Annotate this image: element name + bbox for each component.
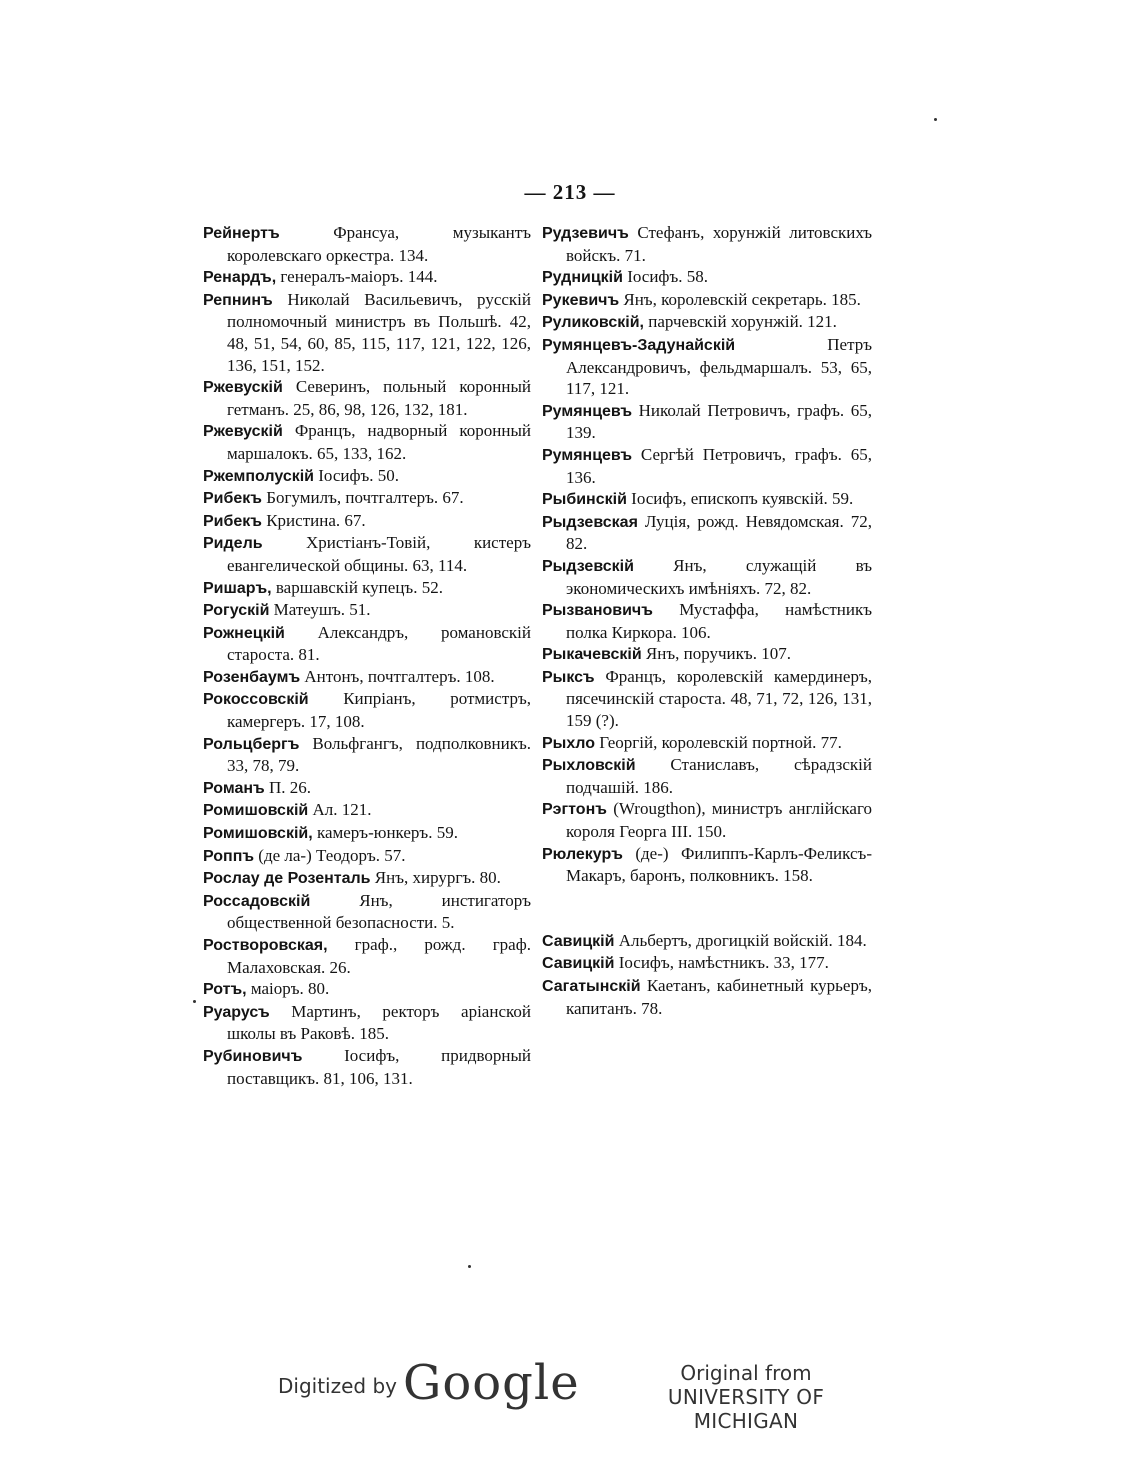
entry-name: Рыксъ	[542, 668, 595, 686]
index-entry	[542, 444, 872, 488]
entry-details: Мустаффа, намѣстникъ полка Киркора. 106.	[566, 600, 872, 642]
entry-details: Николай Петровичъ, графъ. 65, 139.	[566, 400, 872, 443]
index-entry	[203, 688, 531, 732]
entry-name: Рызвановичъ	[542, 602, 653, 620]
entry-name: Рыдзевская	[542, 513, 638, 531]
entry-name: Ростворовская,	[203, 937, 328, 954]
index-entry	[542, 843, 872, 887]
entry-name: Ротъ,	[203, 981, 247, 999]
entry-name: Рыбинскій	[542, 491, 627, 509]
index-entry	[203, 1045, 531, 1089]
entry-details: Георгій, королевскій портной. 77.	[594, 732, 842, 752]
entry-details: Францъ, королевскій камердинеръ, пясечинскій староста. 48, 71, 72, 126, 131, 159 (?).	[566, 666, 872, 731]
index-entry	[542, 266, 872, 289]
entry-details: Христіанъ-Товій, кистеръ евангелической общины. 63, 114.	[227, 533, 531, 575]
page-number: — 213 —	[524, 180, 616, 204]
index-entry	[203, 510, 531, 533]
entry-name: Руликовскій,	[542, 314, 644, 332]
index-entry	[542, 732, 872, 755]
entry-details: Матеушъ. 51.	[269, 600, 371, 620]
entry-name: Рыкачевскій	[542, 646, 642, 664]
index-entry	[542, 289, 872, 312]
index-entry	[203, 532, 531, 576]
index-entry	[203, 733, 531, 777]
digitized-by-google	[278, 1355, 580, 1411]
entry-details: Антонъ, почтгалтеръ. 108.	[300, 666, 495, 686]
entry-details: Янъ, королевскій секретарь. 185.	[619, 289, 861, 309]
original-from-label: Original from	[680, 1361, 812, 1385]
entry-name: Рыдзевскій	[542, 557, 634, 575]
entry-details: маіоръ. 80.	[246, 979, 330, 999]
entry-details: Франсуа, музыкантъ королевскаго оркестра. 134.	[227, 223, 531, 265]
entry-details: Кристина. 67.	[261, 510, 366, 530]
entry-details: Вольфгангъ, подполковникъ. 33, 78, 79.	[227, 733, 531, 776]
entry-details: Янъ, служащій въ экономическихъ имѣніяхъ. 72, 82.	[566, 555, 872, 598]
index-entry	[203, 266, 531, 289]
original-from-university	[620, 1361, 872, 1433]
entry-details: Северинъ, польный коронный гетманъ. 25, 86, 98, 126, 132, 181.	[227, 377, 531, 419]
entry-name: Рокоссовскій	[203, 691, 309, 709]
scan-speck	[468, 1265, 471, 1268]
entry-name: Рибекъ	[203, 512, 262, 530]
entry-details: генералъ-маіоръ. 144.	[276, 267, 438, 287]
entry-name: Ренардъ,	[203, 269, 277, 287]
index-entry	[542, 334, 872, 400]
entry-name: Рольцбергъ	[203, 735, 300, 753]
index-entry	[542, 511, 872, 555]
entry-name: Ромишовскій,	[203, 825, 313, 843]
index-entry	[203, 577, 531, 600]
index-entry	[542, 975, 872, 1019]
entry-details: варшавскій купецъ. 52.	[271, 577, 443, 597]
entry-name: Ришаръ,	[203, 579, 272, 597]
entry-name: Рейнертъ	[203, 225, 280, 242]
index-entry	[203, 222, 531, 266]
entry-name: Рудницкій	[542, 269, 623, 287]
entry-details: Янъ, хирургъ. 80.	[370, 868, 501, 888]
entry-name: Россадовскій	[203, 892, 311, 910]
entry-name: Романъ	[203, 779, 265, 797]
index-entry	[542, 754, 872, 798]
index-entry	[203, 934, 531, 978]
entry-name: Роппъ	[203, 847, 255, 865]
entry-name: Ржевускій	[203, 423, 283, 441]
entry-details: Францъ, надворный коронный маршалокъ. 65, 133, 162.	[227, 421, 531, 463]
entry-name: Рудзевичъ	[542, 225, 629, 242]
index-entry	[203, 666, 531, 689]
entry-details: (де ла-) Теодоръ. 57.	[254, 845, 406, 865]
entry-details: парчевскій хорунжій. 121.	[644, 312, 837, 332]
entry-name: Румянцевъ-Задунайскій	[542, 336, 736, 354]
entry-name: Ромишовскій	[203, 802, 309, 820]
entry-name: Репнинъ	[203, 291, 273, 309]
index-entry	[203, 420, 531, 464]
entry-name: Румянцевъ	[542, 446, 633, 464]
index-entry	[542, 930, 872, 953]
entry-details: Іосифъ, епископъ куявскій. 59.	[626, 489, 854, 509]
entry-details: (де-) Филиппъ-Карлъ-Феликсъ-Макаръ, баронъ, полковникъ. 158.	[566, 843, 872, 886]
index-column-left	[203, 222, 531, 1089]
digitized-by-label: Digitized by	[278, 1374, 397, 1398]
index-entry	[542, 666, 872, 732]
entry-details: Петръ Александровичъ, фельдмаршалъ. 53, 65, 117, 121.	[566, 334, 872, 399]
index-entry	[203, 599, 531, 622]
index-entry	[542, 798, 872, 842]
index-entry	[203, 289, 531, 376]
entry-name: Руарусъ	[203, 1003, 270, 1021]
entry-details: Станиславъ, сѣрадзскій подчашій. 186.	[566, 755, 872, 797]
google-logo: Google	[403, 1355, 580, 1411]
entry-details: Янъ, инстигаторъ общественной безопасности. 5.	[227, 890, 531, 933]
entry-details: Ал. 121.	[308, 800, 372, 820]
entry-details: Луція, рожд. Невядомская. 72, 82.	[566, 511, 872, 554]
index-entry	[542, 952, 872, 975]
entry-details: Іосифъ, придворный поставщикъ. 81, 106, 131.	[227, 1045, 531, 1088]
entry-name: Рибекъ	[203, 490, 262, 508]
entry-details: Іосифъ. 50.	[314, 465, 400, 485]
index-entry	[203, 822, 531, 845]
index-entry	[542, 643, 872, 666]
entry-name: Рюлекуръ	[542, 845, 623, 863]
index-entry	[542, 400, 872, 444]
index-entry	[203, 777, 531, 800]
index-entry	[203, 376, 531, 420]
entry-details: Николай Васильевичъ, русскій полномочный министръ въ Польшѣ. 42, 48, 51, 54, 60, 85, 115, 117, 121, 122, 126, 136, 151, 152.	[227, 289, 531, 375]
entry-details: Мартинъ, ректоръ аріанской школы въ Раковѣ. 185.	[227, 1001, 531, 1044]
entry-name: Рыхло	[542, 734, 595, 752]
entry-name: Рэгтонъ	[542, 801, 607, 819]
entry-name: Румянцевъ	[542, 402, 633, 420]
entry-details: Іосифъ, намѣстникъ. 33, 177.	[614, 953, 829, 973]
entry-details: Сергѣй Петровичъ, графъ. 65, 136.	[566, 444, 872, 487]
index-entry	[203, 622, 531, 666]
scan-speck	[934, 118, 937, 121]
entry-name: Савицкій	[542, 955, 615, 973]
entry-name: Рыхловскій	[542, 757, 636, 775]
index-section-s	[542, 930, 872, 1019]
entry-details: П. 26.	[264, 777, 311, 797]
entry-details: Іосифъ. 58.	[622, 267, 708, 287]
entry-name: Рожнецкій	[203, 624, 285, 642]
university-name: UNIVERSITY OF MICHIGAN	[667, 1385, 825, 1433]
entry-name: Рогускій	[203, 602, 270, 620]
index-entry	[203, 845, 531, 868]
entry-details: Стефанъ, хорунжій литовскихъ войскъ. 71.	[566, 223, 872, 265]
scan-speck	[193, 1000, 196, 1003]
entry-name: Рослау де Розенталь	[203, 870, 371, 888]
index-entry	[203, 1001, 531, 1045]
index-entry	[203, 487, 531, 510]
entry-details: Александръ, романовскій староста. 81.	[227, 622, 531, 665]
entry-details: Каетанъ, кабинетный курьеръ, капитанъ. 78.	[566, 976, 872, 1018]
entry-name: Ржемполускій	[203, 467, 315, 485]
index-entry	[203, 890, 531, 934]
entry-details: Богумилъ, почтгалтеръ. 67.	[261, 488, 464, 508]
index-entry	[203, 978, 531, 1001]
entry-details: Кипріанъ, ротмистръ, камергеръ. 17, 108.	[227, 689, 531, 732]
entry-details: (Wrougthon), министръ англійскаго короля Георга III. 150.	[566, 799, 872, 842]
entry-name: Розенбаумъ	[203, 668, 301, 686]
entry-name: Сагатынскій	[542, 978, 641, 995]
index-entry	[203, 867, 531, 890]
entry-name: Рукевичъ	[542, 291, 620, 309]
index-entry	[542, 222, 872, 266]
entry-name: Рубиновичъ	[203, 1047, 303, 1065]
entry-name: Ржевускій	[203, 379, 283, 397]
index-entry	[542, 311, 872, 334]
entry-details: камеръ-юнкеръ. 59.	[312, 823, 458, 843]
index-entry	[203, 799, 531, 822]
entry-name: Ридель	[203, 535, 263, 553]
entry-details: Янъ, поручикъ. 107.	[641, 644, 791, 664]
index-entry	[203, 465, 531, 488]
section-gap	[542, 887, 872, 930]
index-section-r	[542, 222, 872, 887]
index-column-right	[542, 222, 872, 1019]
index-entry	[542, 599, 872, 643]
index-entry	[542, 488, 872, 511]
entry-details: Альбертъ, дрогицкій войскій. 184.	[614, 930, 867, 950]
entry-details: граф., рожд. граф. Малаховская. 26.	[227, 935, 531, 977]
entry-name: Савицкій	[542, 932, 615, 950]
index-entry	[542, 555, 872, 599]
